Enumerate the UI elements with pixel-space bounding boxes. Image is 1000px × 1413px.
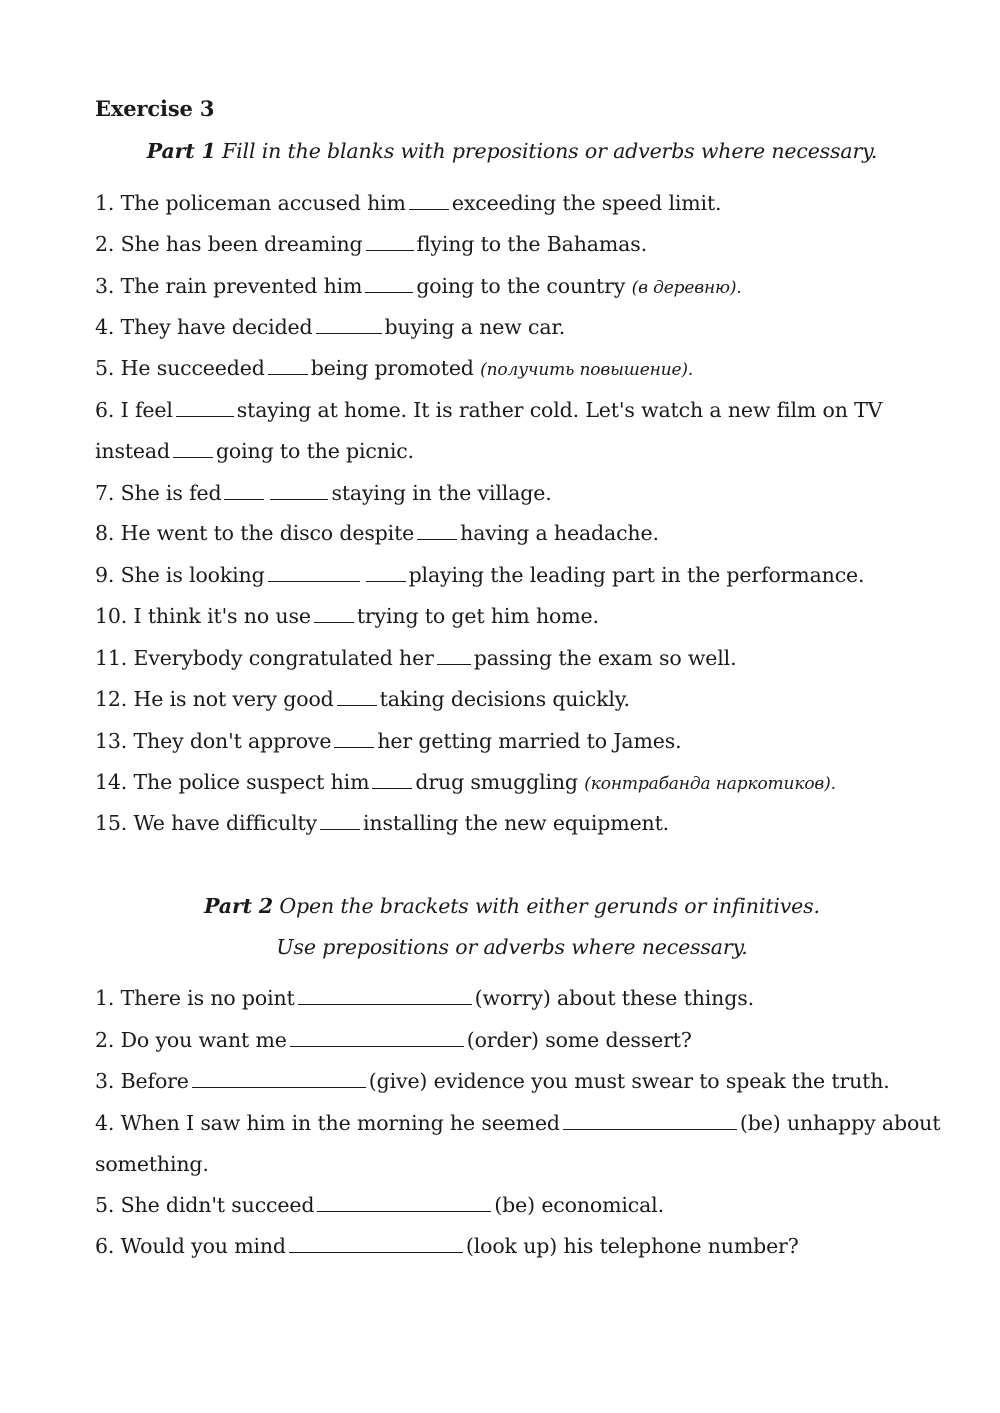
exercise-title: Exercise 3 bbox=[95, 96, 215, 121]
item-text: flying to the Bahamas. bbox=[416, 232, 647, 256]
part1-item-11 bbox=[95, 644, 736, 672]
item-text: 4. They have decided bbox=[95, 315, 313, 339]
answer-blank[interactable] bbox=[192, 1086, 366, 1088]
item-text: 3. The rain prevented him bbox=[95, 274, 363, 298]
part1-item-12 bbox=[95, 685, 630, 713]
part2-item-6 bbox=[95, 1232, 799, 1260]
item-text: 11. Everybody congratulated her bbox=[95, 646, 434, 670]
item-text: taking decisions quickly. bbox=[379, 687, 630, 711]
part1-instruction: Fill in the blanks with prepositions or adverbs where necessary. bbox=[222, 139, 878, 163]
part1-label: Part 1 bbox=[146, 139, 216, 163]
part2-item-4 bbox=[95, 1109, 940, 1137]
item-text: exceeding the speed limit. bbox=[451, 191, 722, 215]
part1-heading bbox=[0, 137, 1000, 165]
item-text: something. bbox=[95, 1152, 209, 1176]
answer-blank[interactable] bbox=[176, 415, 234, 417]
item-text: 3. Before bbox=[95, 1069, 189, 1093]
item-text: 12. He is not very good bbox=[95, 687, 334, 711]
item-text: going to the country bbox=[416, 274, 626, 298]
part2-instruction-line1: Open the brackets with either gerunds or infinitives. bbox=[279, 894, 820, 918]
item-text: playing the leading part in the performance. bbox=[408, 563, 865, 587]
answer-blank[interactable] bbox=[268, 580, 360, 582]
part1-item-3 bbox=[95, 272, 742, 302]
item-text: buying a new car. bbox=[384, 315, 566, 339]
item-text: (be) unhappy about bbox=[739, 1111, 941, 1135]
item-text: (order) some dessert? bbox=[466, 1028, 692, 1052]
item-text: 4. When I saw him in the morning he seemed bbox=[95, 1111, 560, 1135]
item-text: installing the new equipment. bbox=[363, 811, 670, 835]
part2-instruction-line2: Use prepositions or adverbs where necessary. bbox=[276, 935, 748, 959]
part1-item-4 bbox=[95, 313, 565, 341]
answer-blank[interactable] bbox=[268, 373, 308, 375]
part1-item-9 bbox=[95, 561, 864, 589]
answer-blank[interactable] bbox=[365, 291, 413, 293]
item-text: going to the picnic. bbox=[215, 439, 414, 463]
item-text: trying to get him home. bbox=[356, 604, 599, 628]
part1-item-6 bbox=[95, 396, 882, 424]
item-text: 2. She has been dreaming bbox=[95, 232, 363, 256]
item-text: 8. He went to the disco despite bbox=[95, 521, 415, 545]
part2-item-3 bbox=[95, 1067, 890, 1095]
item-text: (look up) his telephone number? bbox=[465, 1234, 799, 1258]
item-text: passing the exam so well. bbox=[473, 646, 737, 670]
answer-blank[interactable] bbox=[270, 498, 328, 500]
item-text: 2. Do you want me bbox=[95, 1028, 287, 1052]
answer-blank[interactable] bbox=[173, 456, 213, 458]
answer-blank[interactable] bbox=[317, 1210, 491, 1212]
item-text: 15. We have difficulty bbox=[95, 811, 317, 835]
item-text: 5. He succeeded bbox=[95, 356, 265, 380]
item-text: (give) evidence you must swear to speak the truth. bbox=[368, 1069, 890, 1093]
part2-heading bbox=[0, 892, 1000, 920]
answer-blank[interactable] bbox=[563, 1128, 737, 1130]
translation-note: (получить повышение). bbox=[480, 360, 694, 380]
part2-item-4-continued bbox=[95, 1150, 209, 1178]
item-text: 14. The police suspect him bbox=[95, 770, 370, 794]
item-text: 6. Would you mind bbox=[95, 1234, 286, 1258]
answer-blank[interactable] bbox=[366, 580, 406, 582]
item-text: being promoted bbox=[310, 356, 474, 380]
item-text: 7. She is fed bbox=[95, 481, 222, 505]
item-text: 5. She didn't succeed bbox=[95, 1193, 315, 1217]
answer-blank[interactable] bbox=[337, 704, 377, 706]
answer-blank[interactable] bbox=[298, 1003, 472, 1005]
item-text: 10. I think it's no use bbox=[95, 604, 311, 628]
part2-label: Part 2 bbox=[204, 894, 274, 918]
part1-item-8 bbox=[95, 519, 659, 547]
translation-note: (в деревню). bbox=[631, 278, 742, 298]
item-text: her getting married to James. bbox=[377, 729, 682, 753]
item-text: (worry) about these things. bbox=[474, 986, 754, 1010]
part1-item-5 bbox=[95, 354, 693, 384]
part1-item-2 bbox=[95, 230, 647, 258]
part1-item-13 bbox=[95, 727, 681, 755]
translation-note: (контрабанда наркотиков). bbox=[584, 774, 836, 794]
item-text: 6. I feel bbox=[95, 398, 173, 422]
answer-blank[interactable] bbox=[316, 332, 382, 334]
part1-item-6-continued bbox=[95, 437, 414, 465]
item-text: having a headache. bbox=[460, 521, 659, 545]
item-text: 1. There is no point bbox=[95, 986, 295, 1010]
part1-item-15 bbox=[95, 809, 669, 837]
item-text: staying in the village. bbox=[331, 481, 552, 505]
answer-blank[interactable] bbox=[334, 746, 374, 748]
part1-item-1 bbox=[95, 189, 721, 217]
answer-blank[interactable] bbox=[289, 1251, 463, 1253]
item-text: staying at home. It is rather cold. Let's watch a new film on TV bbox=[236, 398, 883, 422]
part2-item-2 bbox=[95, 1026, 692, 1054]
answer-blank[interactable] bbox=[417, 538, 457, 540]
part1-item-7 bbox=[95, 479, 552, 507]
answer-blank[interactable] bbox=[224, 498, 264, 500]
part1-item-10 bbox=[95, 602, 599, 630]
answer-blank[interactable] bbox=[437, 663, 471, 665]
answer-blank[interactable] bbox=[290, 1045, 464, 1047]
item-text: (be) economical. bbox=[494, 1193, 664, 1217]
item-text: instead bbox=[95, 439, 170, 463]
answer-blank[interactable] bbox=[320, 828, 360, 830]
item-text: 9. She is looking bbox=[95, 563, 265, 587]
part2-item-1 bbox=[95, 984, 754, 1012]
item-text: 13. They don't approve bbox=[95, 729, 332, 753]
answer-blank[interactable] bbox=[372, 787, 412, 789]
part2-item-5 bbox=[95, 1191, 664, 1219]
item-text: 1. The policeman accused him bbox=[95, 191, 406, 215]
item-text: drug smuggling bbox=[415, 770, 578, 794]
answer-blank[interactable] bbox=[409, 208, 449, 210]
answer-blank[interactable] bbox=[314, 621, 354, 623]
part1-item-14 bbox=[95, 768, 836, 798]
answer-blank[interactable] bbox=[366, 249, 414, 251]
